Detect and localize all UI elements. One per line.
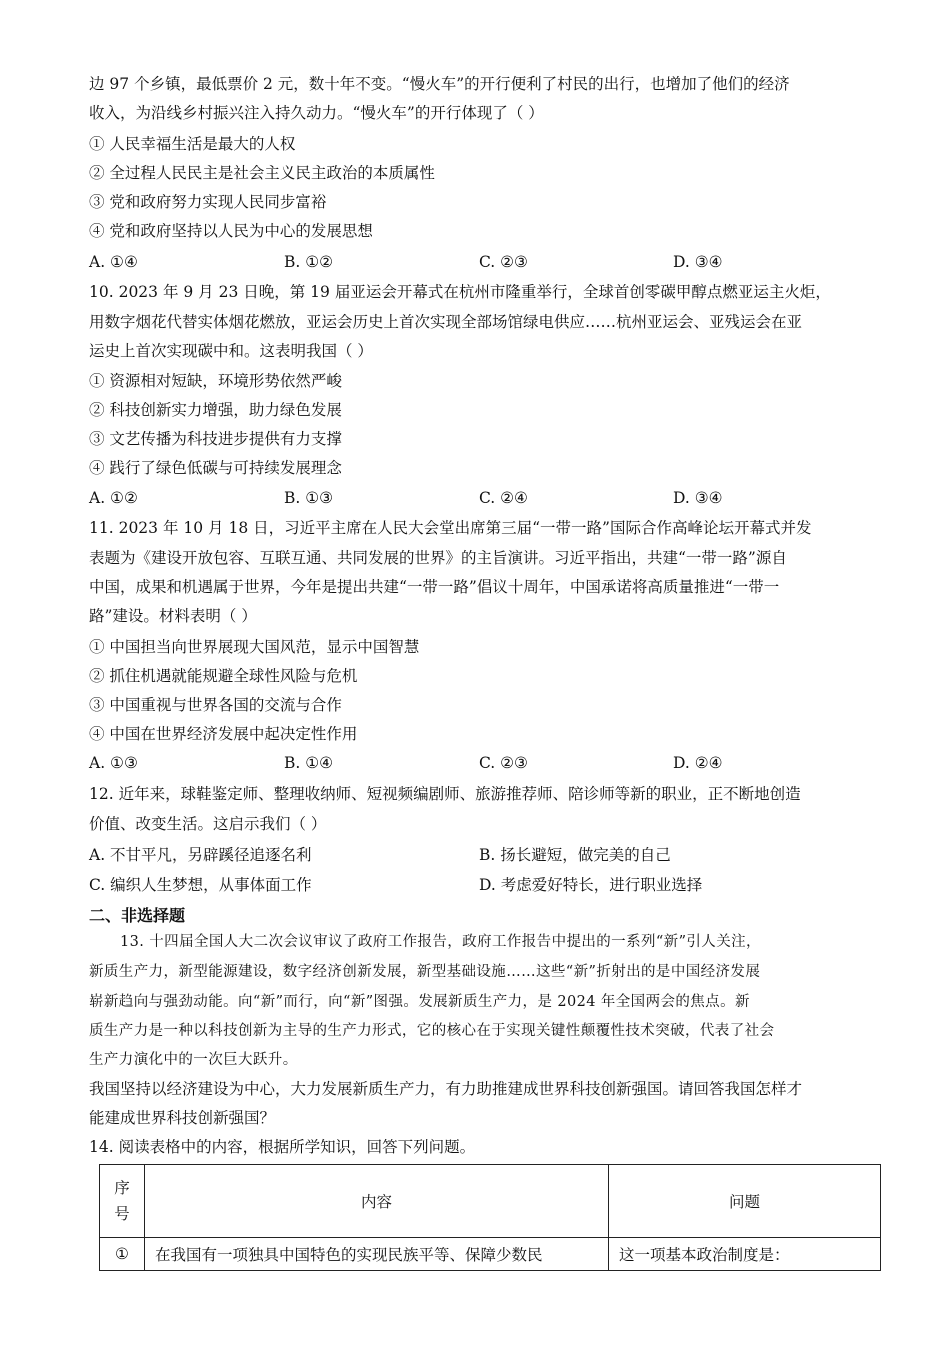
q9-option-b[interactable]: B. ①② bbox=[284, 253, 334, 271]
table-row bbox=[100, 1238, 881, 1271]
q10-stem-line: 10. 2023 年 9 月 23 日晚，第 19 届亚运会开幕式在杭州市隆重举行，全球首创零碳甲醇点燃亚运主火炬， bbox=[89, 283, 831, 301]
q10-stem-line: 运史上首次实现碳中和。这表明我国（ ） bbox=[89, 342, 373, 360]
q12-stem-line: 12. 近年来，球鞋鉴定师、整理收纳师、短视频编剧师、旅游推荐师、陪诊师等新的职业，正不断地创造 bbox=[89, 785, 801, 803]
section-heading: 二、非选择题 bbox=[89, 906, 186, 925]
q13-material-line: 崭新趋向与强劲动能。向“新”而行，向“新”图强。发展新质生产力，是 2024 年全国两会的焦点。新 bbox=[89, 994, 750, 1010]
q11-stem-line: 路”建设。材料表明（ ） bbox=[89, 607, 257, 625]
q12-option-a[interactable]: A. 不甘平凡，另辟蹊径追逐名利 bbox=[89, 846, 312, 864]
q10-option-d[interactable]: D. ③④ bbox=[673, 489, 723, 507]
q11-option-a[interactable]: A. ①③ bbox=[89, 754, 138, 772]
q10-stem-line: 用数字烟花代替实体烟花燃放，亚运会历史上首次实现全部场馆绿电供应……杭州亚运会、亚残运会在亚 bbox=[89, 313, 803, 331]
q10-item: ① 资源相对短缺，环境形势依然严峻 bbox=[89, 372, 342, 390]
q10-options bbox=[89, 488, 869, 508]
q10-item: ② 科技创新实力增强，助力绿色发展 bbox=[89, 401, 342, 419]
row-question[interactable]: 这一项基本政治制度是： bbox=[609, 1238, 881, 1271]
q9-item: ④ 党和政府坚持以人民为中心的发展思想 bbox=[89, 222, 373, 240]
q9-option-d[interactable]: D. ③④ bbox=[673, 253, 723, 271]
q12-options-row1 bbox=[89, 845, 869, 865]
header-index-line1: 序 bbox=[114, 1179, 130, 1197]
header-question: 问题 bbox=[609, 1165, 881, 1238]
q13-question-line: 能建成世界科技创新强国？ bbox=[89, 1109, 276, 1127]
q11-item: ④ 中国在世界经济发展中起决定性作用 bbox=[89, 725, 358, 743]
q10-option-b[interactable]: B. ①③ bbox=[284, 489, 334, 507]
q9-item: ③ 党和政府努力实现人民同步富裕 bbox=[89, 193, 327, 211]
q9-item: ① 人民幸福生活是最大的人权 bbox=[89, 135, 296, 153]
q14-table bbox=[99, 1164, 881, 1271]
q12-option-d[interactable]: D. 考虑爱好特长，进行职业选择 bbox=[479, 876, 703, 894]
header-index-line2: 号 bbox=[114, 1205, 130, 1223]
q9-text-line: 边 97 个乡镇，最低票价 2 元，数十年不变。“慢火车”的开行便利了村民的出行，也增加了他们的经济 bbox=[89, 75, 790, 93]
header-index bbox=[100, 1165, 145, 1238]
q13-material-line: 生产力演化中的一次巨大跃升。 bbox=[89, 1052, 298, 1068]
q11-stem-line: 表题为《建设开放包容、互联互通、共同发展的世界》的主旨演讲。习近平指出，共建“一带一路”源自 bbox=[89, 549, 787, 567]
q13-material-line: 质生产力是一种以科技创新为主导的生产力形式，它的核心在于实现关键性颠覆性技术突破，代表了社会 bbox=[89, 1023, 775, 1039]
q12-options-row2 bbox=[89, 875, 869, 895]
q13-question-line: 我国坚持以经济建设为中心，大力发展新质生产力，有力助推建成世界科技创新强国。请回答我国怎样才 bbox=[89, 1080, 803, 1098]
table-header-row bbox=[100, 1165, 881, 1238]
q9-options bbox=[89, 252, 869, 272]
q10-item: ④ 践行了绿色低碳与可持续发展理念 bbox=[89, 459, 342, 477]
q11-stem-line: 11. 2023 年 10 月 18 日，习近平主席在人民大会堂出席第三届“一带一路”国际合作高峰论坛开幕式并发 bbox=[89, 519, 812, 537]
q11-item: ③ 中国重视与世界各国的交流与合作 bbox=[89, 696, 342, 714]
q11-item: ② 抓住机遇就能规避全球性风险与危机 bbox=[89, 667, 358, 685]
q14-stem: 14. 阅读表格中的内容，根据所学知识，回答下列问题。 bbox=[89, 1138, 476, 1156]
q12-option-c[interactable]: C. 编织人生梦想，从事体面工作 bbox=[89, 876, 312, 894]
q9-item: ② 全过程人民民主是社会主义民主政治的本质属性 bbox=[89, 164, 435, 182]
row-index: ① bbox=[100, 1238, 145, 1271]
q10-option-c[interactable]: C. ②④ bbox=[479, 489, 528, 507]
q12-option-b[interactable]: B. 扬长避短，做完美的自己 bbox=[479, 846, 671, 864]
q10-item: ③ 文艺传播为科技进步提供有力支撑 bbox=[89, 430, 342, 448]
q9-option-c[interactable]: C. ②③ bbox=[479, 253, 528, 271]
q9-option-a[interactable]: A. ①④ bbox=[89, 253, 138, 271]
q11-options bbox=[89, 753, 869, 773]
q12-stem-line: 价值、改变生活。这启示我们（ ） bbox=[89, 815, 327, 833]
header-content: 内容 bbox=[145, 1165, 609, 1238]
q11-option-b[interactable]: B. ①④ bbox=[284, 754, 334, 772]
q11-stem-line: 中国，成果和机遇属于世界，今年是提出共建“一带一路”倡议十周年，中国承诺将高质量推进“一带一 bbox=[89, 578, 780, 596]
q13-material-line: 新质生产力，新型能源建设，数字经济创新发展，新型基础设施……这些“新”折射出的是中国经济发展 bbox=[89, 964, 761, 980]
q11-item: ① 中国担当向世界展现大国风范，显示中国智慧 bbox=[89, 638, 420, 656]
q9-text-line: 收入，为沿线乡村振兴注入持久动力。“慢火车”的开行体现了（ ） bbox=[89, 104, 544, 122]
q13-material-line: 13. 十四届全国人大二次会议审议了政府工作报告，政府工作报告中提出的一系列“新”引人关注， bbox=[120, 934, 761, 950]
q11-option-d[interactable]: D. ②④ bbox=[673, 754, 723, 772]
row-content: 在我国有一项独具中国特色的实现民族平等、保障少数民 bbox=[145, 1238, 609, 1271]
q10-option-a[interactable]: A. ①② bbox=[89, 489, 138, 507]
q11-option-c[interactable]: C. ②③ bbox=[479, 754, 528, 772]
